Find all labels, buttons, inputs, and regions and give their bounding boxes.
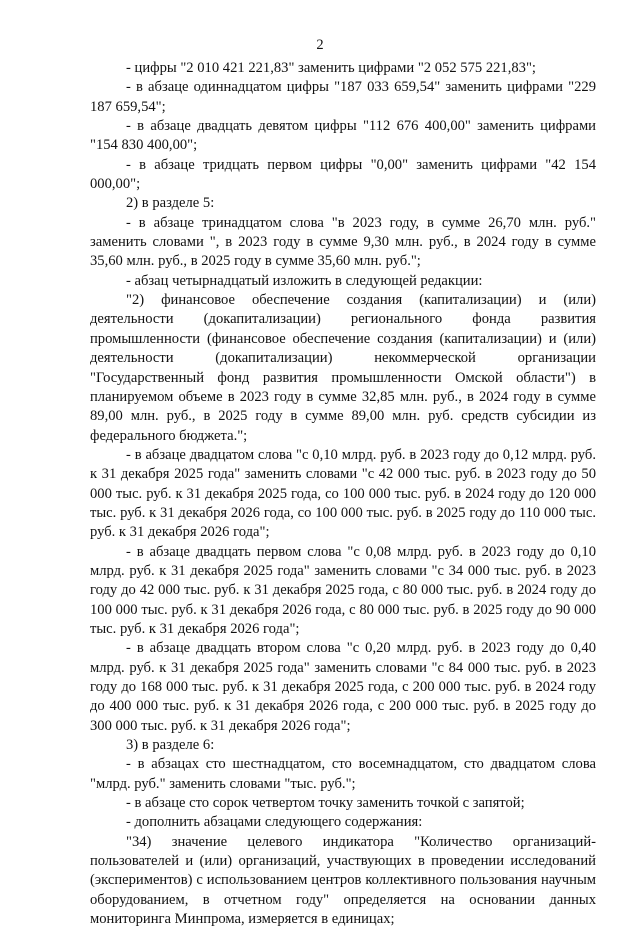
paragraph-7: - абзац четырнадцатый изложить в следующей редакции: xyxy=(126,272,483,289)
paragraph-13: - в абзацах сто шестнадцатом, сто восемнадцатом, сто двадцатом слова "млрд. руб." заменить словами "тыс. руб."; xyxy=(90,756,596,792)
paragraph-15: - дополнить абзацами следующего содержания: xyxy=(126,814,423,831)
page-number: 2 xyxy=(316,37,324,53)
paragraph-1: - цифры "2 010 421 221,83" заменить цифрами "2 052 575 221,83"; xyxy=(126,60,536,76)
paragraph-10: - в абзаце двадцать первом слова "с 0,08 млрд. руб. в 2023 году до 0,10 млрд. руб. к 31 декабря 2025 года" заменить словами "с 34 000 тыс. руб. в 2023 году до 42 000 тыс. руб. к 31 декабря 2025 года, с 80 000 тыс. руб. в 2024 году до 100 000 тыс. руб. к 31 декабря 2026 года, с 80 000 тыс. руб. в 2025 году до 90 000 тыс. руб. к 31 декабря 2026 года"; xyxy=(90,543,596,637)
paragraph-16-quoted-text: "34) значение целевого индикатора "Количество организаций-пользователей и (или) организаций, участвующих в проведении исследований (экспериментов) с использованием центров коллективного пользования научным оборудованием, в отчетном году" определяется на основании данных мониторинга Минпрома, измеряется в единицах; xyxy=(90,833,596,928)
paragraph-6: - в абзаце тринадцатом слова "в 2023 году, в сумме 26,70 млн. руб." заменить словами ", в 2023 году в сумме 9,30 млн. руб., в 2024 году в сумме 35,60 млн. руб., в 2025 году в сумме 35,60 млн. руб."; xyxy=(90,214,596,270)
paragraph-8-quoted-text: "2) финансовое обеспечение создания (капитализации) и (или) деятельности (докапитализации) регионального фонда развития промышленности (финансовое обеспечение создания (капитализации) и (или) деятельности (докапитализации) некоммерческой организации "Государственный фонд развития промышленности Омской области") в планируемом объеме в 2023 году в сумме 32,85 млн. руб., в 2024 году в сумме 89,00 млн. руб., в 2025 году в сумме 89,00 млн. руб. средств субсидии из федерального бюджета."; xyxy=(90,292,596,444)
paragraph-3: - в абзаце двадцать девятом цифры "112 676 400,00" заменить цифрами "154 830 400,00"; xyxy=(90,118,596,154)
paragraph-4: - в абзаце тридцать первом цифры "0,00" заменить цифрами "42 154 000,00"; xyxy=(90,156,596,193)
paragraph-12-section-heading: 3) в разделе 6: xyxy=(126,737,215,754)
paragraph-9: - в абзаце двадцатом слова "с 0,10 млрд. руб. в 2023 году до 0,12 млрд. руб. к 31 декабря 2025 года" заменить словами "с 42 000 тыс. руб. в 2023 году до 50 000 тыс. руб. к 31 декабря 2025 года, со 100 000 тыс. руб. в 2024 году до 120 000 тыс. руб. к 31 декабря 2026 года, со 100 000 тыс. руб. в 2025 году до 110 000 тыс. руб. к 31 декабря 2026 года"; xyxy=(90,446,596,541)
paragraph-14: - в абзаце сто сорок четвертом точку заменить точкой с запятой; xyxy=(126,795,525,812)
document-body xyxy=(90,59,596,929)
paragraph-2: - в абзаце одиннадцатом цифры "187 033 659,54" заменить цифрами "229 187 659,54"; xyxy=(90,79,596,115)
paragraph-11: - в абзаце двадцать втором слова "с 0,20 млрд. руб. в 2023 году до 0,40 млрд. руб. к 31 декабря 2025 года" заменить словами "с 84 000 тыс. руб. в 2023 году до 168 000 тыс. руб. к 31 декабря 2025 года, с 200 000 тыс. руб. в 2024 году до 400 000 тыс. руб. к 31 декабря 2026 года, с 200 000 тыс. руб. в 2025 году до 300 000 тыс. руб. к 31 декабря 2026 года"; xyxy=(90,640,596,734)
paragraph-5-section-heading: 2) в разделе 5: xyxy=(126,195,215,212)
